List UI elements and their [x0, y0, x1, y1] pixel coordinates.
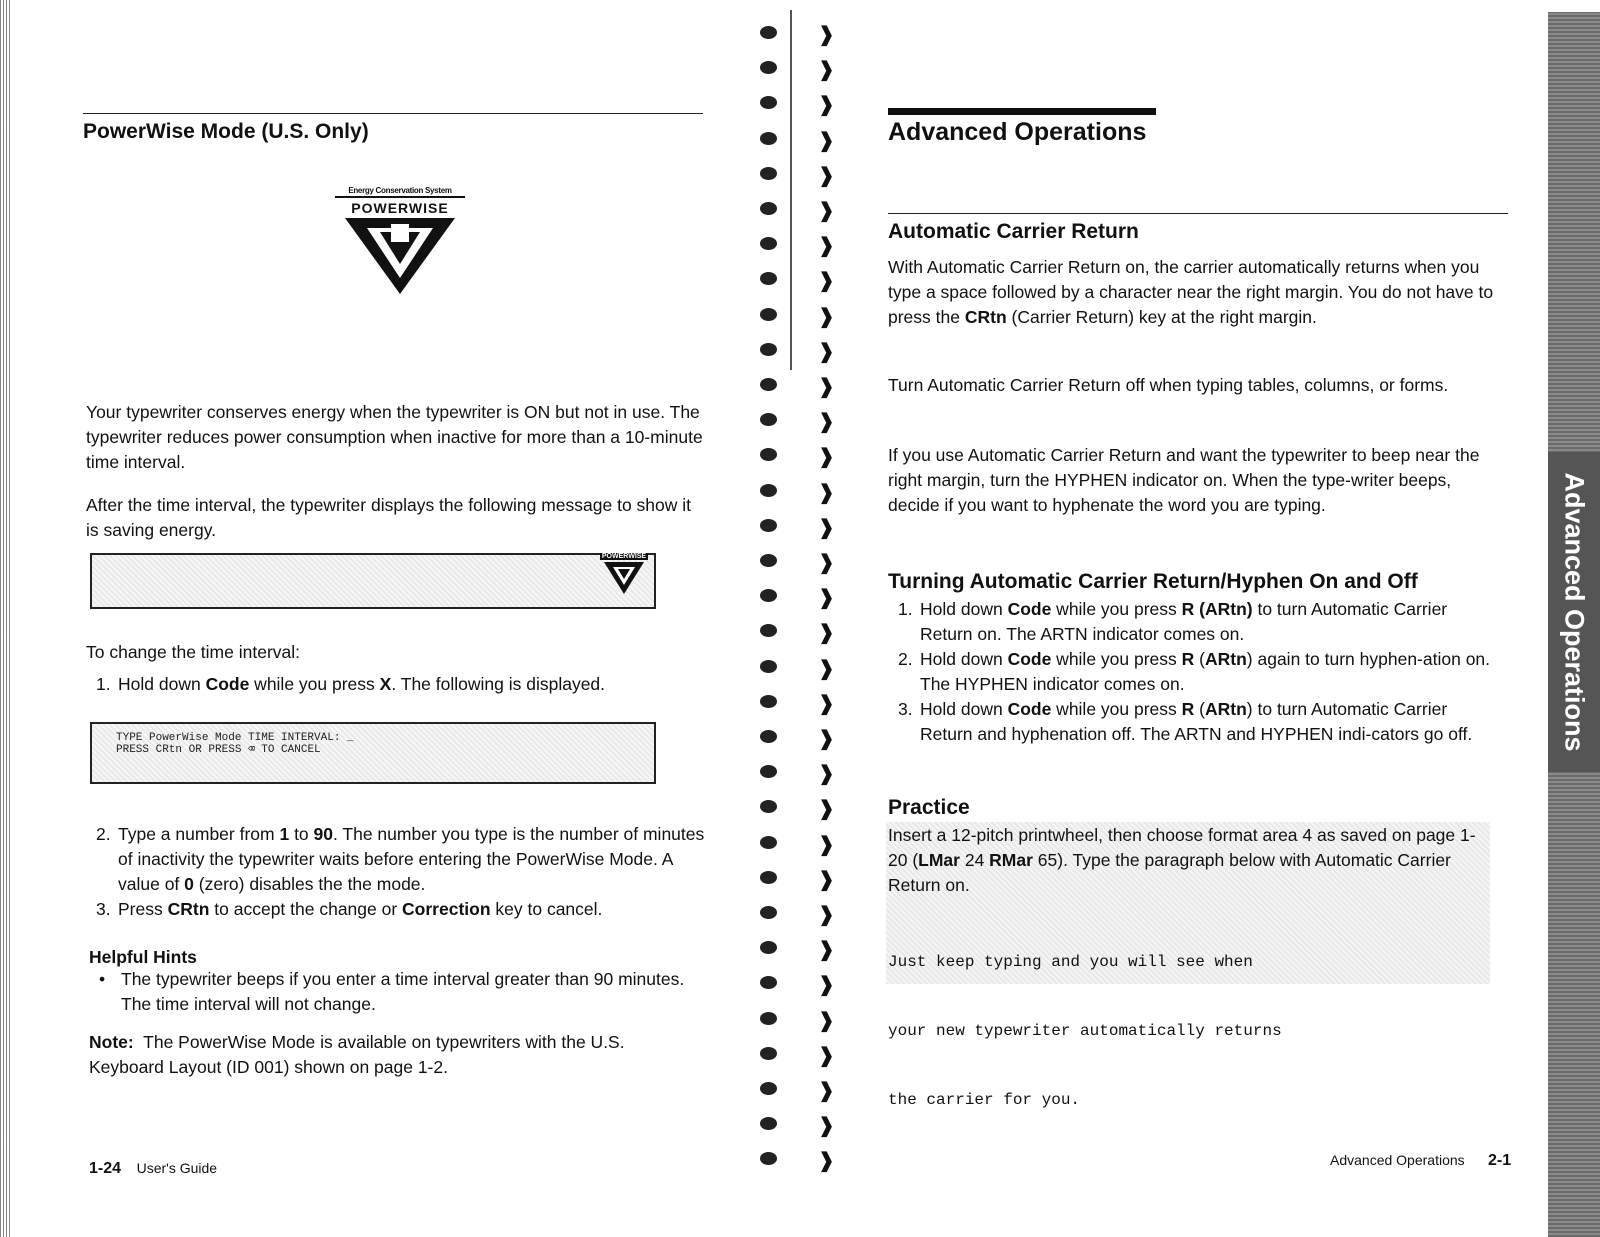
binding-coil: ❱: [818, 833, 835, 856]
hint-1: • The typewriter beeps if you enter a time interval greater than 90 minutes. The time interval will not change.: [99, 969, 685, 1014]
binding-coil: ❱: [818, 763, 835, 786]
binding-hole: [760, 167, 777, 180]
side-tab-label-bg: [1548, 452, 1600, 772]
step-1: 1. Hold down Code while you press X. The following is displayed.: [96, 674, 606, 694]
powerwise-logo: [335, 186, 465, 301]
step-2: 2. Type a number from 1 to 90. The number you type is the number of minutes of inactivity the typewriter waits before entering the PowerWise Mode. A value of 0 (zero) disables the the mode.: [96, 824, 705, 894]
side-tab-text: Advanced Operations: [1559, 472, 1590, 752]
interval-display-box: [90, 722, 656, 784]
left-footer-text: User's Guide: [136, 1160, 218, 1176]
acr-paragraph-1: With Automatic Carrier Return on, the carrier automatically returns when you type a space followed by a character near the right margin. You do not have to press the CRtn (Carrier Return) key at the right margin.: [888, 257, 1494, 327]
binding-coil: ❱: [818, 657, 835, 680]
interval-steps: [86, 672, 706, 697]
acr-paragraph-2: Turn Automatic Carrier Return off when typing tables, columns, or forms.: [888, 375, 1449, 395]
binding-coil: ❱: [818, 728, 835, 750]
right-page-number: 2-1: [1487, 1152, 1512, 1169]
binding-hole: [760, 202, 777, 215]
binding-hole: [760, 1152, 777, 1165]
binding-hole: [760, 1012, 777, 1025]
binding-coil: ❱: [818, 59, 835, 82]
section-rule: [888, 213, 1508, 214]
binding-coil: ❱: [818, 235, 835, 258]
binding-hole: [760, 554, 777, 567]
spiral-binding: [770, 0, 860, 1237]
binding-coil: ❱: [818, 552, 835, 574]
binding-coil: ❱: [818, 376, 835, 398]
toggle-step-1: 1. Hold down Code while you press R (ARtn) to turn Automatic Carrier Return on. The ARTN indicator comes on.: [898, 599, 1448, 644]
binding-hole: [760, 624, 777, 637]
note-paragraph: Note: The PowerWise Mode is available on typewriters with the U.S. Keyboard Layout (ID 001) shown on page 1-2.: [89, 1032, 625, 1077]
binding-coil: ❱: [818, 411, 835, 434]
binding-hole: [760, 237, 777, 250]
display-logo-word: POWERWISE: [601, 553, 647, 560]
binding-hole: [760, 836, 777, 849]
sample-line-2: your new typewriter automatically returns: [888, 1022, 1282, 1040]
section-title-acr: Automatic Carrier Return: [888, 220, 1139, 243]
powerwise-arrow-icon: [345, 216, 455, 296]
binding-hole: [760, 132, 777, 145]
binding-hole: [760, 519, 777, 532]
toggle-step-3: 3. Hold down Code while you press R (ARtn) to turn Automatic Carrier Return and hyphenation off. The ARTN and HYPHEN indi-cators go off.: [898, 699, 1473, 744]
energy-display-box: [90, 553, 656, 609]
section-title-powerwise: PowerWise Mode (U.S. Only): [83, 120, 369, 143]
section-title-toggle: Turning Automatic Carrier Return/Hyphen On and Off: [888, 570, 1418, 593]
step-3: 3. Press CRtn to accept the change or Correction key to cancel.: [96, 899, 603, 919]
binding-coil: ❱: [818, 340, 835, 363]
interval-steps-continued: [86, 822, 706, 922]
display-line-1: TYPE PowerWise Mode TIME INTERVAL: _: [116, 732, 354, 744]
binding-hole: [760, 1047, 777, 1060]
right-footer-text: Advanced Operations: [1330, 1152, 1465, 1168]
binding-coil: ❱: [818, 798, 835, 821]
intro-paragraph: Your typewriter conserves energy when the typewriter is ON but not in use. The typewriter reduces power consumption when inactive for more than a 10-minute time interval.: [86, 402, 703, 472]
binding-coil: ❱: [818, 939, 835, 962]
binding-coil: ❱: [818, 200, 835, 222]
right-page: [860, 0, 1600, 1237]
binding-coil: ❱: [818, 94, 835, 117]
binding-hole: [760, 308, 777, 321]
binding-coil: ❱: [818, 622, 835, 645]
hints-title: Helpful Hints: [89, 947, 197, 967]
binding-coil: ❱: [818, 446, 835, 469]
binding-hole: [760, 976, 777, 989]
binding-hole: [760, 730, 777, 743]
binding-hole: [760, 61, 777, 74]
binding-hole: [760, 695, 777, 708]
binding-hole: [760, 272, 777, 285]
display-line-2: PRESS CRtn OR PRESS ⌫ TO CANCEL: [116, 744, 321, 756]
acr-paragraph-3: If you use Automatic Carrier Return and want the typewriter to beep near the right margin, turn the HYPHEN indicator on. When the type-writer beeps, decide if you want to hyphenate the word you are typing.: [888, 445, 1480, 515]
binding-hole: [760, 26, 777, 39]
hints-list: [89, 967, 699, 1017]
sample-line-1: Just keep typing and you will see when: [888, 953, 1253, 971]
section-title-practice: Practice: [888, 796, 970, 819]
binding-hole: [760, 343, 777, 356]
binding-coil: ❱: [818, 692, 835, 715]
chapter-bar: [888, 108, 1156, 115]
binding-hole: [760, 800, 777, 813]
binding-coil: ❱: [818, 1009, 835, 1032]
practice-instructions: Insert a 12-pitch printwheel, then choose format area 4 as saved on page 1-20 (LMar 24 RMar 65). Type the paragraph below with Automatic Carrier Return on.: [888, 825, 1476, 895]
toggle-steps: [888, 597, 1503, 747]
binding-coil: ❱: [818, 1044, 835, 1067]
binding-coil: ❱: [818, 868, 835, 891]
binding-coil: ❱: [818, 587, 835, 610]
binding-hole: [760, 589, 777, 602]
binding-coil: ❱: [818, 1115, 835, 1138]
chapter-title: Advanced Operations: [888, 118, 1147, 146]
binding-hole: [760, 941, 777, 954]
binding-coil: ❱: [818, 481, 835, 504]
binding-coil: ❱: [818, 305, 835, 328]
binding-coil: ❱: [818, 1150, 835, 1173]
chapter-side-tab: [1548, 12, 1600, 1237]
binding-line: [790, 10, 792, 370]
binding-hole: [760, 413, 777, 426]
binding-hole: [760, 871, 777, 884]
left-footer: [89, 1160, 217, 1178]
sample-line-3: the carrier for you.: [888, 1091, 1081, 1109]
section-rule: [83, 113, 703, 114]
left-page-number: 1-24: [89, 1160, 122, 1177]
right-footer: [1330, 1152, 1511, 1170]
binding-coil: ❱: [818, 164, 835, 187]
toggle-step-2: 2. Hold down Code while you press R (ARtn) again to turn hyphen-ation on. The HYPHEN indicator comes on.: [898, 649, 1491, 694]
binding-hole: [760, 1117, 777, 1130]
binding-hole: [760, 906, 777, 919]
binding-coil: ❱: [818, 1080, 835, 1102]
binding-coil: ❱: [818, 904, 835, 926]
binding-coil: ❱: [818, 270, 835, 293]
binding-coil: ❱: [818, 974, 835, 997]
logo-caption: Energy Conservation System: [335, 186, 465, 198]
practice-sample-text: [888, 905, 1282, 1158]
binding-hole: [760, 448, 777, 461]
powerwise-arrow-icon: [604, 560, 644, 596]
binding-hole: [760, 96, 777, 109]
binding-hole: [760, 1082, 777, 1095]
left-page: [0, 0, 770, 1237]
binding-coil: ❱: [818, 516, 835, 539]
display-powerwise-logo: [600, 553, 648, 601]
binding-hole: [760, 660, 777, 673]
binding-hole: [760, 484, 777, 497]
binding-coil: ❱: [818, 129, 835, 152]
logo-word: POWERWISE: [351, 200, 449, 216]
change-intro: To change the time interval:: [86, 642, 301, 662]
binding-hole: [760, 378, 777, 391]
binding-hole: [760, 765, 777, 778]
interval-paragraph: After the time interval, the typewriter displays the following message to show it is saving energy.: [86, 495, 691, 540]
binding-coil: ❱: [818, 24, 835, 46]
page-edge-lines: [0, 0, 10, 1237]
